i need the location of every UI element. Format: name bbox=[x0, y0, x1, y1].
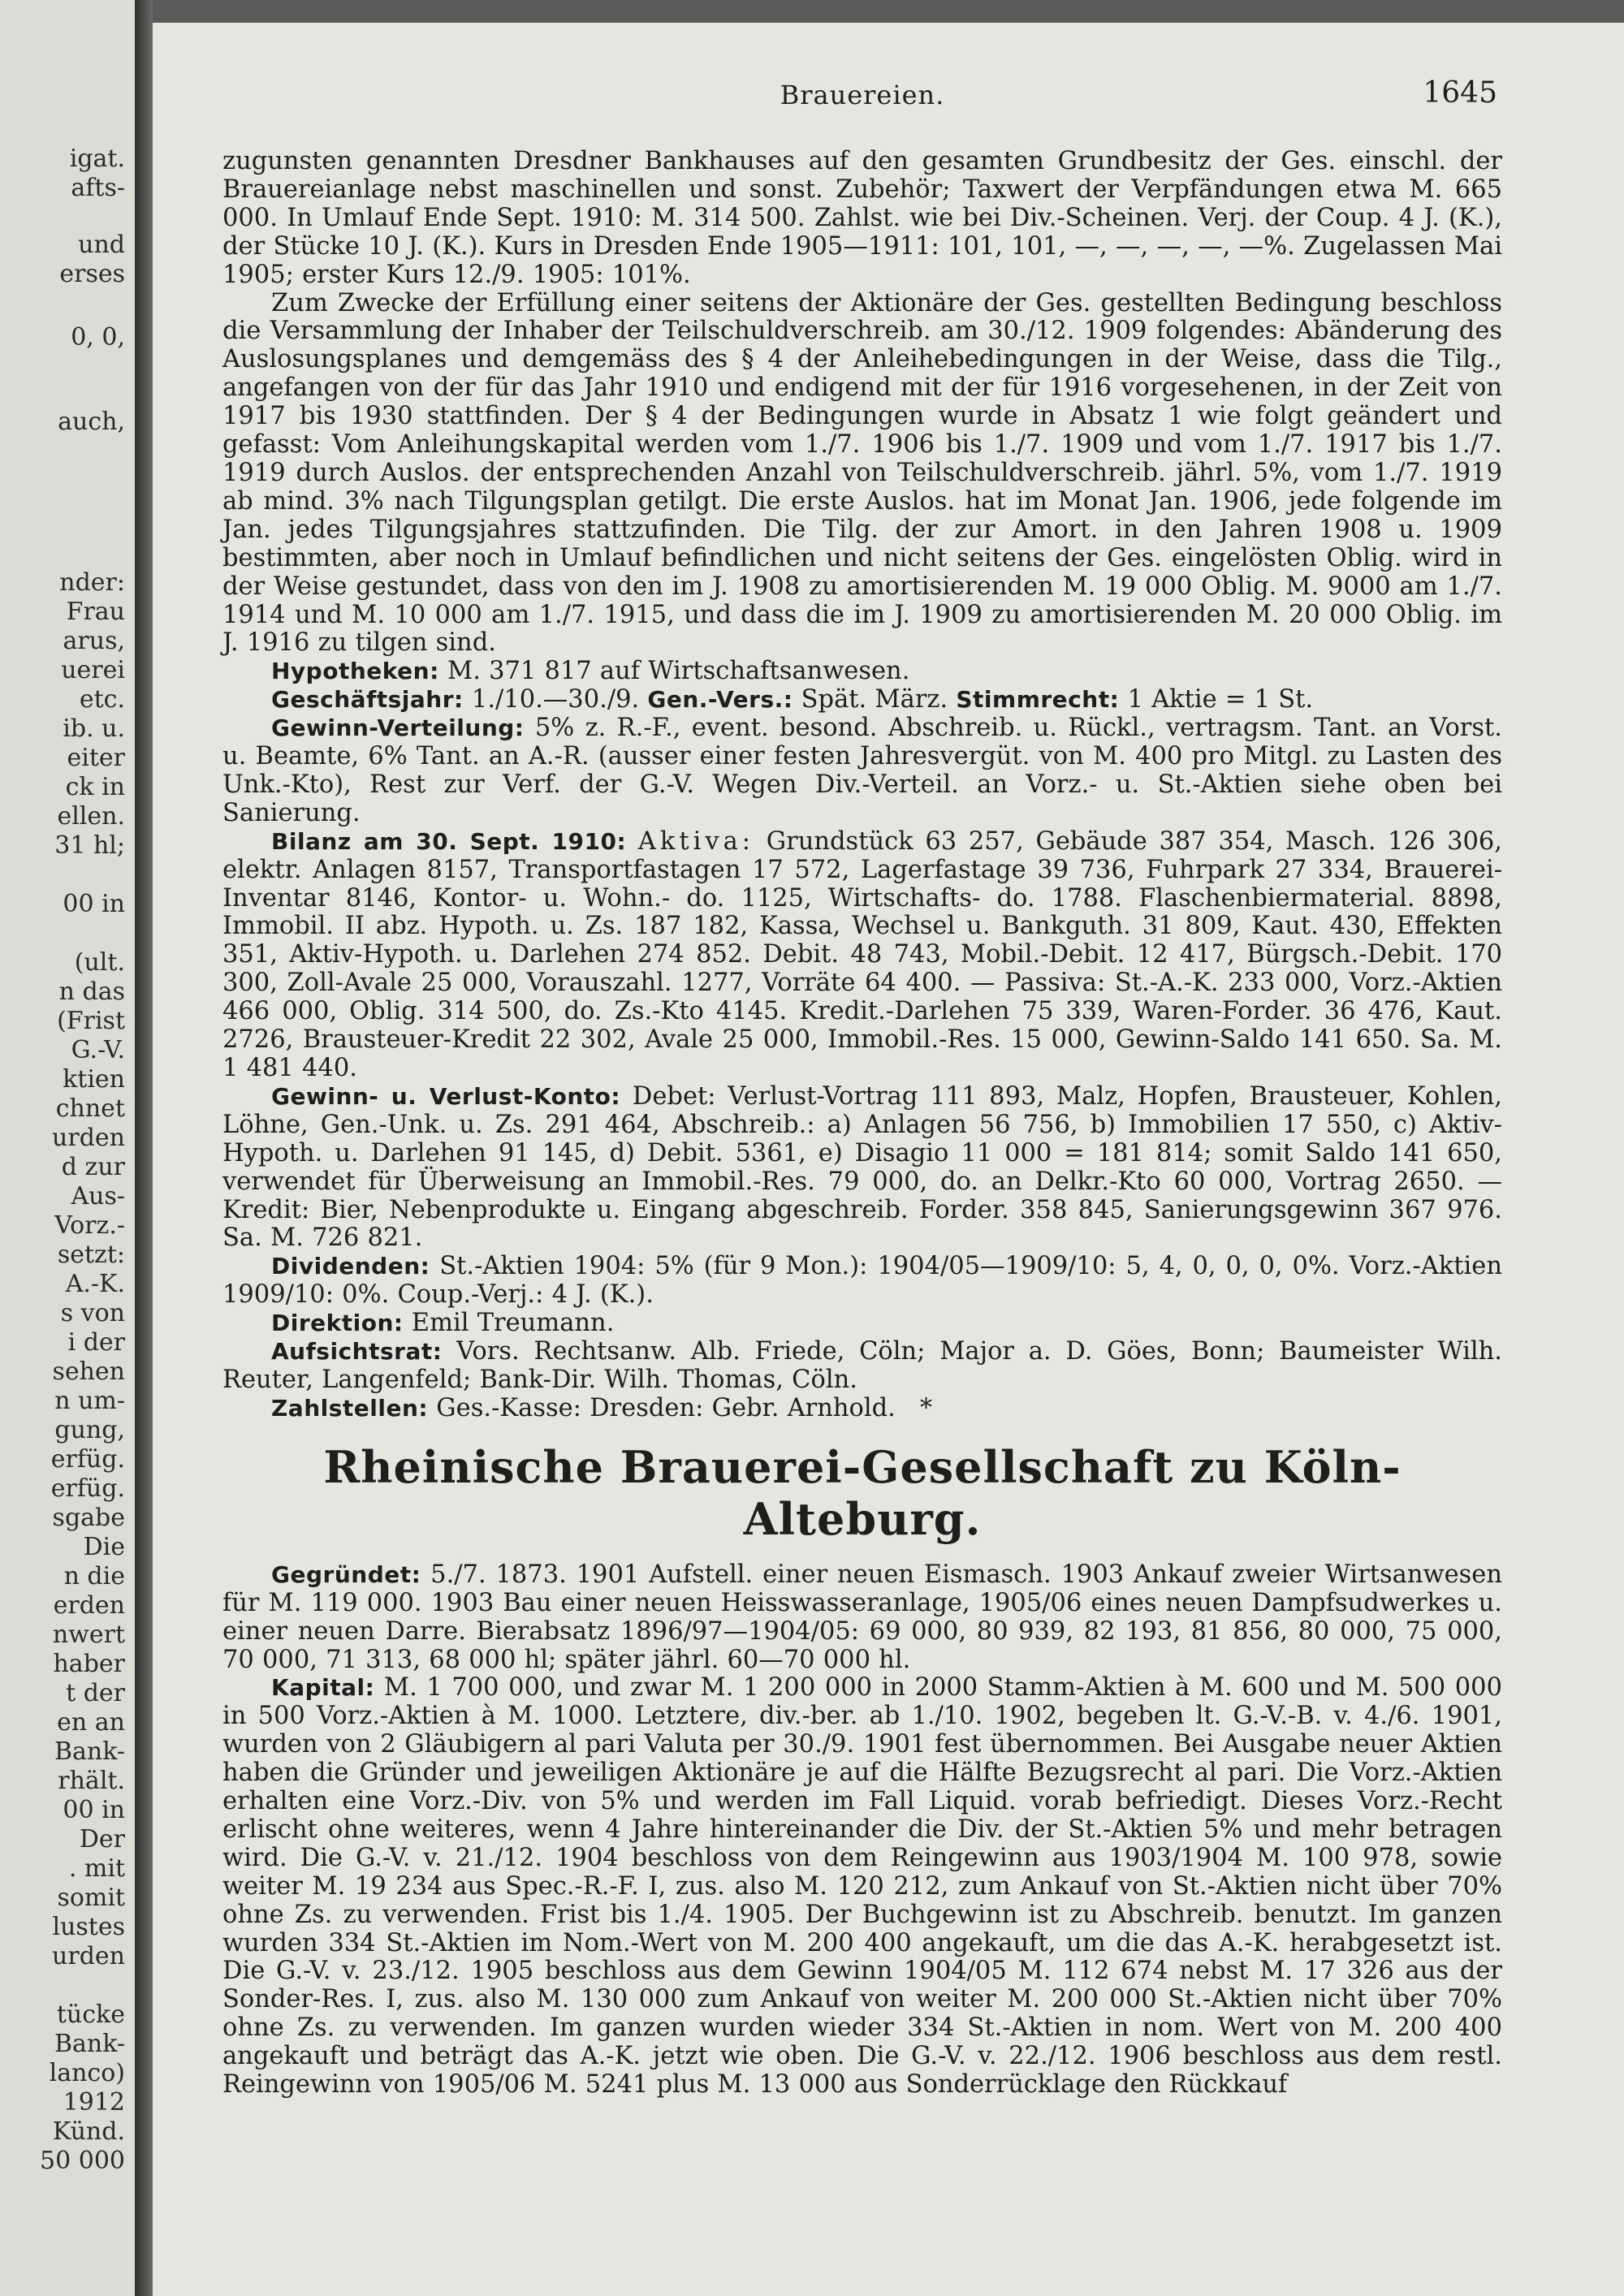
section-text: Emil Treumann. bbox=[403, 1309, 615, 1338]
adjacent-page-strip bbox=[0, 0, 135, 2296]
section-text: Vors. Rechtsanw. Alb. Friede, Cöln; Major a. D. Göes, Bonn; Baumeister Wilh. Reuter, Langenfeld; Bank-Dir. Wilh. Thomas, Cöln. bbox=[222, 1337, 1502, 1394]
section-label: Dividenden: bbox=[271, 1253, 430, 1280]
margin-fragment: n die bbox=[63, 1562, 125, 1590]
section-entry bbox=[222, 1395, 1502, 1423]
section-entry bbox=[222, 658, 1502, 686]
margin-fragment: . mit bbox=[68, 1854, 125, 1883]
section-entry bbox=[222, 1083, 1502, 1253]
section-text: 5./7. 1873. 1901 Aufstell. einer neuen Eismasch. 1903 Ankauf zweier Wirtsanwesen für M. 119 000. 1903 Bau einer neuen Heisswasseranlage, 1905/06 eines neuen Dampfsudwerkes u. einer neuen Darre. Bierabsatz 1896/97—1904/05: 69 000, 80 939, 82 193, 81 856, 80 000, 75 000, 70 000, 71 313, 68 000 hl; später jährl. 60—70 000 hl. bbox=[222, 1560, 1502, 1674]
document-page bbox=[153, 23, 1624, 2296]
margin-fragment: n um- bbox=[54, 1387, 125, 1415]
margin-fragment: A.-K. bbox=[65, 1270, 125, 1298]
margin-fragment: Die bbox=[83, 1533, 125, 1561]
margin-fragment: Bank- bbox=[54, 1737, 125, 1766]
margin-fragment: afts- bbox=[71, 174, 125, 202]
margin-fragment: 00 in bbox=[63, 1796, 125, 1824]
margin-fragment: n das bbox=[58, 978, 125, 1006]
margin-fragment: rhält. bbox=[58, 1767, 125, 1795]
margin-fragment: nwert bbox=[52, 1621, 125, 1649]
section-text: Ges.-Kasse: Dresden: Gebr. Arnhold. bbox=[428, 1393, 896, 1422]
margin-fragment: ck in bbox=[65, 773, 125, 801]
margin-fragment: 50 000 bbox=[40, 2147, 125, 2175]
spaced-label: Aktiva: bbox=[637, 826, 755, 856]
margin-fragment: setzt: bbox=[57, 1241, 125, 1269]
section-entry bbox=[222, 686, 1502, 714]
section-text: 1 Aktie = 1 St. bbox=[1119, 685, 1314, 714]
company-title: Rheinische Brauerei-Gesellschaft zu Köln-Alteburg. bbox=[323, 1440, 1402, 1545]
paragraph bbox=[222, 148, 1502, 290]
section-label: Aufsichtsrat: bbox=[271, 1338, 443, 1366]
section-label: Kapital: bbox=[271, 1674, 375, 1702]
section-text: St.-Aktien 1904: 5% (für 9 Mon.): 1904/05—1909/10: 5, 4, 0, 0, 0, 0%. Vorz.-Aktien 1909/10: 0%. Coup.-Verj.: 4 J. (K.). bbox=[222, 1252, 1502, 1310]
margin-fragment: 1912 bbox=[63, 2088, 125, 2117]
margin-fragment: 00 in bbox=[63, 890, 125, 918]
margin-fragment: auch, bbox=[58, 408, 125, 436]
margin-fragment: ktien bbox=[63, 1065, 125, 1094]
margin-fragment: Frau bbox=[66, 598, 125, 626]
margin-fragment: Künd. bbox=[52, 2117, 125, 2146]
paragraph bbox=[222, 290, 1502, 658]
section-text: M. 1 700 000, und zwar M. 1 200 000 in 2000 Stamm-Aktien à M. 600 und M. 500 000 in 500 Vorz.-Aktien à M. 1000. Letztere, div.-ber. ab 1./10. 1902, begeben lt. G.-V.-B. v. 4./6. 1901, wurden von 2 Gläubigern al pari Valuta per 30./9. 1901 fest übernommen. Bei Ausgabe neuer Aktien haben die Gründer und jeweiligen Aktionäre je auf die Hälfte Bezugsrecht al pari. Die Vorz.-Aktien erhalten eine Vorz.-Div. von 5% und werden im Fall Liquid. vorab befriedigt. Dieses Vorz.-Recht erlischt ohne weiteres, wenn 4 Jahre hintereinander die Div. der St.-Aktien 5% und mehr betragen wird. Die G.-V. v. 21./12. 1904 beschloss von dem Reingewinn aus 1903/1904 M. 100 978, sowie weiter M. 19 234 aus Spec.-R.-F. I, zus. also M. 120 212, zum Ankauf von St.-Aktien nicht über 70% ohne Zs. zu verwenden. Frist bis 1./4. 1905. Der Buchgewinn ist zu Abschreib. benutzt. Im ganzen wurden 334 St.-Aktien im Nom.-Wert von M. 200 400 angekauft, um die das A.-K. herabgesetzt ist. Die G.-V. v. 23./12. 1905 beschloss aus dem Gewinn 1904/05 M. 112 674 nebst M. 17 326 aus der Sonder-Res. I, zus. also M. 130 000 zum Ankauf von weiter M. 200 000 St.-Aktien nicht über 70% ohne Zs. zu verwenden. Im ganzen wurden wieder 334 St.-Aktien in nom. Wert von M. 200 400 angekauft und beträgt das A.-K. jetzt wie oben. Die G.-V. v. 22./12. 1906 beschloss aus dem restl. Reingewinn von 1905/06 M. 5241 plus M. 13 000 aus Sonderrücklage den Rückkauf bbox=[222, 1673, 1502, 2100]
section-label: Gegründet: bbox=[271, 1560, 421, 1588]
margin-fragment: chnet bbox=[55, 1094, 125, 1123]
section-label: Stimmrecht: bbox=[956, 686, 1120, 714]
margin-fragment: en an bbox=[57, 1708, 125, 1737]
margin-fragment: ellen. bbox=[57, 802, 125, 831]
running-title: Brauereien. bbox=[780, 80, 945, 110]
margin-fragment: Der bbox=[79, 1825, 125, 1854]
margin-fragment: (Frist bbox=[57, 1007, 125, 1035]
section-entry bbox=[222, 828, 1502, 1083]
margin-fragment: urden bbox=[52, 1942, 125, 1970]
section-text: M. 371 817 auf Wirtschaftsanwesen. bbox=[438, 657, 910, 686]
section-label: Gen.-Vers.: bbox=[647, 686, 793, 714]
section-label: Bilanz am 30. Sept. 1910: bbox=[271, 827, 627, 855]
section-entry bbox=[222, 1338, 1502, 1395]
body-text bbox=[222, 148, 1502, 2100]
margin-fragment: sgabe bbox=[52, 1504, 125, 1532]
running-header bbox=[222, 23, 1502, 145]
margin-fragment: G.-V. bbox=[71, 1036, 125, 1064]
margin-fragment: (ult. bbox=[74, 948, 125, 977]
page-number: 1645 bbox=[1423, 76, 1497, 110]
margin-fragment: Bank- bbox=[54, 2030, 125, 2058]
margin-fragment: lanco) bbox=[49, 2059, 125, 2087]
margin-fragment: erfüg. bbox=[50, 1445, 125, 1474]
margin-fragment: erfüg. bbox=[50, 1474, 125, 1503]
section-text: Grundstück 63 257, Gebäude 387 354, Masch. 126 306, elektr. Anlagen 8157, Transportfastagen 17 572, Lagerfastage 39 736, Fuhrpark 27 334, Brauerei-Inventar 8146, Kontor- u. Wohn.- do. 1125, Wirtschafts- do. 1788. Flaschenbiermaterial. 8898, Immobil. II abz. Hypoth. u. Zs. 187 182, Kassa, Wechsel u. Bankguth. 31 809, Kaut. 430, Effekten 351, Aktiv-Hypoth. u. Darlehen 274 852. Debit. 48 743, Mobil.-Debit. 12 417, Bürgsch.-Debit. 170 300, Zoll-Avale 25 000, Vorauszahl. 1277, Vorräte 64 400. — Passiva: St.-A.-K. 233 000, Vorz.-Aktien 466 000, Oblig. 314 500, do. Zs.-Kto 4145. Kredit.-Darlehen 75 339, Waren-Forder. 36 476, Kaut. 2726, Brausteuer-Kredit 22 302, Avale 25 000, Immobil.-Res. 15 000, Gewinn-Saldo 141 650. Sa. M. 1 481 440. bbox=[222, 826, 1502, 1082]
margin-fragment: eiter bbox=[67, 744, 125, 772]
section-label: Gewinn- u. Verlust-Konto: bbox=[271, 1082, 621, 1110]
margin-fragment: d zur bbox=[61, 1153, 125, 1181]
margin-fragment: s von bbox=[60, 1299, 125, 1327]
margin-fragment: und bbox=[78, 231, 125, 259]
section-text: zugunsten genannten Dresdner Bankhauses auf den gesamten Grundbesitz der Ges. einschl. der Brauereianlage nebst maschinellen und sonst. Zubehör; Taxwert der Verpfändungen etwa M. 665 000. In Umlauf Ende Sept. 1910: M. 314 500. Zahlst. wie bei Div.-Scheinen. Verj. der Coup. 4 J. (K.), der Stücke 10 J. (K.). Kurs in Dresden Ende 1905—1911: 101, 101, —, —, —, —, —%. Zugelassen Mai 1905; erster Kurs 12./9. 1905: 101%. bbox=[222, 147, 1502, 289]
margin-fragment: lustes bbox=[52, 1913, 125, 1941]
section-text: Spät. März. bbox=[793, 685, 957, 714]
section-text: 1./10.—30./9. bbox=[463, 685, 648, 714]
margin-fragment: erses bbox=[59, 260, 125, 288]
margin-fragment: uerei bbox=[61, 656, 125, 684]
margin-fragment: etc. bbox=[79, 685, 125, 714]
section-entry bbox=[222, 1253, 1502, 1310]
section-entry bbox=[222, 714, 1502, 828]
margin-fragment: i der bbox=[67, 1328, 125, 1357]
margin-fragment: 0, 0, bbox=[71, 323, 125, 352]
margin-fragment: gung, bbox=[54, 1416, 125, 1444]
margin-fragment: tücke bbox=[56, 2000, 125, 2029]
margin-fragment: Vorz.- bbox=[54, 1211, 125, 1240]
section-label: Gewinn-Verteilung: bbox=[271, 714, 525, 742]
margin-fragment: 31 hl; bbox=[54, 831, 125, 860]
section-entry bbox=[222, 1310, 1502, 1338]
section-label: Direktion: bbox=[271, 1310, 404, 1337]
margin-fragment: nder: bbox=[59, 568, 125, 597]
section-text: Zum Zwecke der Erfüllung einer seitens der Aktionäre der Ges. gestellten Bedingung beschloss die Versammlung der Inhaber der Teilschuldverschreib. am 30./12. 1909 folgendes: Abänderung des Auslosungsplanes und demgemäss des § 4 der Anleihebedingungen in der Weise, dass die Tilg., angefangen von der für das Jahr 1910 und endigend mit der für 1916 vorgesehenen, in der Zeit von 1917 bis 1930 stattfinden. Der § 4 der Bedingungen wurde in Absatz 1 wie folgt geändert und gefasst: Vom Anleihungskapital werden vom 1./7. 1906 bis 1./7. 1909 und vom 1./7. 1917 bis 1./7. 1919 durch Auslos. der entsprechenden Anzahl von Teilschuldverschreib. jährl. 5%, vom 1./7. 1919 ab mind. 3% nach Tilgungsplan getilgt. Die erste Auslos. hat im Monat Jan. 1906, jede folgende im Jan. jedes Tilgungsjahres stattzufinden. Die Tilg. der zur Amort. in den Jahren 1908 u. 1909 bestimmten, aber noch in Umlauf befindlichen und nicht seitens der Ges. eingelösten Oblig. wird in der Weise gestundet, dass von den im J. 1908 zu amortisierenden M. 19 000 Oblig. M. 9000 am 1./7. 1914 und M. 10 000 am 1./7. 1915, und dass die im J. 1909 zu amortisierenden M. 20 000 Oblig. im J. 1916 zu tilgen sind. bbox=[222, 288, 1502, 658]
margin-fragment: t der bbox=[66, 1679, 125, 1707]
margin-fragment: urden bbox=[52, 1124, 125, 1152]
margin-fragment: sehen bbox=[52, 1357, 125, 1386]
section-entry bbox=[222, 1674, 1502, 2100]
asterisk-mark: * bbox=[919, 1393, 933, 1422]
margin-fragment: haber bbox=[53, 1650, 125, 1678]
text-column bbox=[222, 23, 1502, 2100]
page-gutter bbox=[135, 0, 153, 2296]
margin-fragment: ib. u. bbox=[63, 714, 125, 743]
margin-fragment: igat. bbox=[69, 145, 125, 173]
section-text: 5% z. R.-F., event. besond. Abschreib. u. Rückl., vertragsm. Tant. an Vorst. u. Beamte, 6% Tant. an A.-R. (ausser einer festen Jahresvergüt. von M. 400 pro Mitgl. zu Lasten des Unk.-Kto), Rest zur Verf. der G.-V. Wegen Div.-Verteil. an Vorz.- u. St.-Aktien siehe oben bei Sanierung. bbox=[222, 714, 1502, 827]
margin-fragment: erden bbox=[53, 1591, 125, 1620]
section-entry bbox=[222, 1561, 1502, 1675]
section-text: Debet: Verlust-Vortrag 111 893, Malz, Hopfen, Brausteuer, Kohlen, Löhne, Gen.-Unk. u. Zs. 291 464, Abschreib.: a) Anlagen 56 756, b) Immobilien 17 550, c) Aktiv-Hypoth. u. Darlehen 91 145, d) Debit. 5361, e) Disagio 11 000 = 181 814; somit Saldo 141 650, verwendet für Überweisung an Immobil.-Res. 79 000, do. an Delkr.-Kto 60 000, Vortrag 2650. — Kredit: Bier, Nebenprodukte u. Eingang abgeschreib. Forder. 358 845, Sanierungsgewinn 367 976. Sa. M. 726 821. bbox=[222, 1081, 1502, 1253]
margin-fragment: somit bbox=[57, 1884, 125, 1912]
margin-fragment: Aus- bbox=[71, 1182, 125, 1211]
margin-fragment: arus, bbox=[63, 627, 125, 655]
section-label: Hypotheken: bbox=[271, 658, 439, 685]
section-label: Zahlstellen: bbox=[271, 1394, 429, 1422]
section-label: Geschäftsjahr: bbox=[271, 686, 464, 714]
